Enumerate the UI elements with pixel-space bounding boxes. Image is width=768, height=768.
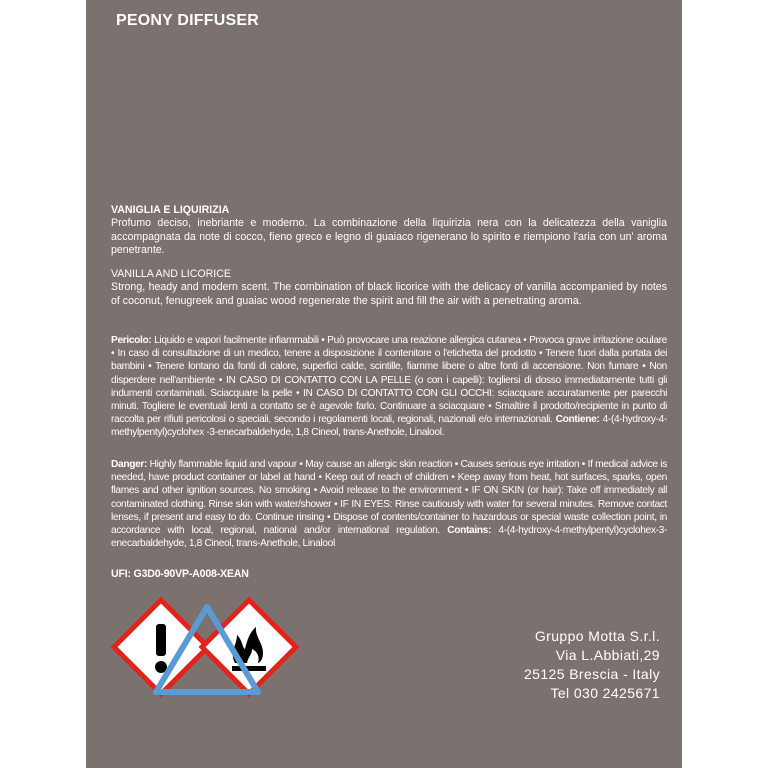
- english-heading: VANILLA AND LICORICE: [111, 268, 231, 280]
- company-city: 25125 Brescia - Italy: [523, 666, 660, 682]
- italian-description: [111, 204, 667, 258]
- english-text: Strong, heady and modern scent. The combination of black licorice with the delicacy of vanilla accompanied by notes of coconut, fenugreek and guaiac wood regenerate the spirit and fill the air with a penetrating aroma.: [111, 281, 667, 307]
- english-description: [111, 268, 667, 308]
- pericolo-text: Liquido e vapori facilmente infiammabili • Può provocare una reazione allergica cutanea • Provoca grave irritazione oculare • In caso di consultazione di un medico, tenere a disposizione il contenitore o l'etichetta del prodotto • Tenere fuori dalla portata dei bambini • Tenere lontano da fonti di calore, superfici calde, scintille, fiamme libere o altre fonti di accensione. Non fumare • Non disperdere nell'ambiente • IN CASO DI CONTATTO CON LA PELLE (o con i capelli): togliersi di dosso immediatamente tutti gli indumenti contaminati. Sciacquare la pelle • IN CASO DI CONTATTO CON GLI OCCHI: sciacquare accuratamente per parecchi minuti. Togliere le eventuali lenti a contatto se è agevole farlo. Continuare a sciacquare • Smaltire il prodotto/recipiente in punto di raccolta per rifiuti pericolosi o speciali, secondo i regolamenti locali, regionali, nazionali e/o internazionali.: [111, 335, 667, 426]
- danger-label: Danger:: [111, 459, 148, 470]
- hazard-pictograms: [111, 597, 301, 699]
- pericolo-label: Pericolo:: [111, 335, 152, 346]
- italian-hazard-statements: [111, 334, 667, 440]
- english-hazard-statements: [111, 458, 667, 550]
- italian-text: Profumo deciso, inebriante e moderno. La combinazione della liquirizia nera con la delicatezza della vaniglia accompagnata da note di cocco, fieno greco e legno di guaiaco rigenerano lo spirito e riempiono l'aria con un' aroma penetrante.: [111, 217, 667, 257]
- danger-text: Highly flammable liquid and vapour • May cause an allergic skin reaction • Causes serious eye irritation • If medical advice is needed, have product container or label at hand • Keep out of reach of children • Keep away from heat, hot surfaces, sparks, open flames and other ignition sources. No smoking • Avoid release to the environment • IF ON SKIN (or hair): Take off immediately all contaminated clothing. Rinse skin with water/shower • IF IN EYES: Rinse cautiously with water for several minutes. Remove contact lenses, if present and easy to do. Continue rinsing • Dispose of contents/container to hazardous or special waste collection point, in accordance with local, regional, national and/or international regulation.: [111, 459, 667, 537]
- italian-heading: VANIGLIA E LIQUIRIZIA: [111, 204, 230, 216]
- contiene-text: 4-(4-hydroxy-4-methylpentyl)cyclohex -3-enecarbaldehyde, 1,8 Cineol, trans-Anethole, Linalool.: [111, 414, 667, 439]
- product-title: PEONY DIFFUSER: [116, 12, 259, 29]
- ufi-code: UFI: G3D0-90VP-A008-XEAN: [111, 568, 249, 580]
- contains-label: Contains:: [447, 525, 492, 537]
- product-label: [86, 0, 682, 768]
- company-name: Gruppo Motta S.r.l.: [534, 628, 660, 644]
- company-phone: Tel 030 2425671: [550, 685, 660, 701]
- company-address: [524, 627, 660, 703]
- contains-text: 4-(4-hydroxy-4-methylpentyl)cyclohex-3- enecarbaldehyde, 1,8 Cineol, trans-Anethole, Linalool: [111, 525, 667, 550]
- contiene-label: Contiene:: [555, 414, 600, 426]
- company-street: Via L.Abbiati,29: [555, 647, 660, 663]
